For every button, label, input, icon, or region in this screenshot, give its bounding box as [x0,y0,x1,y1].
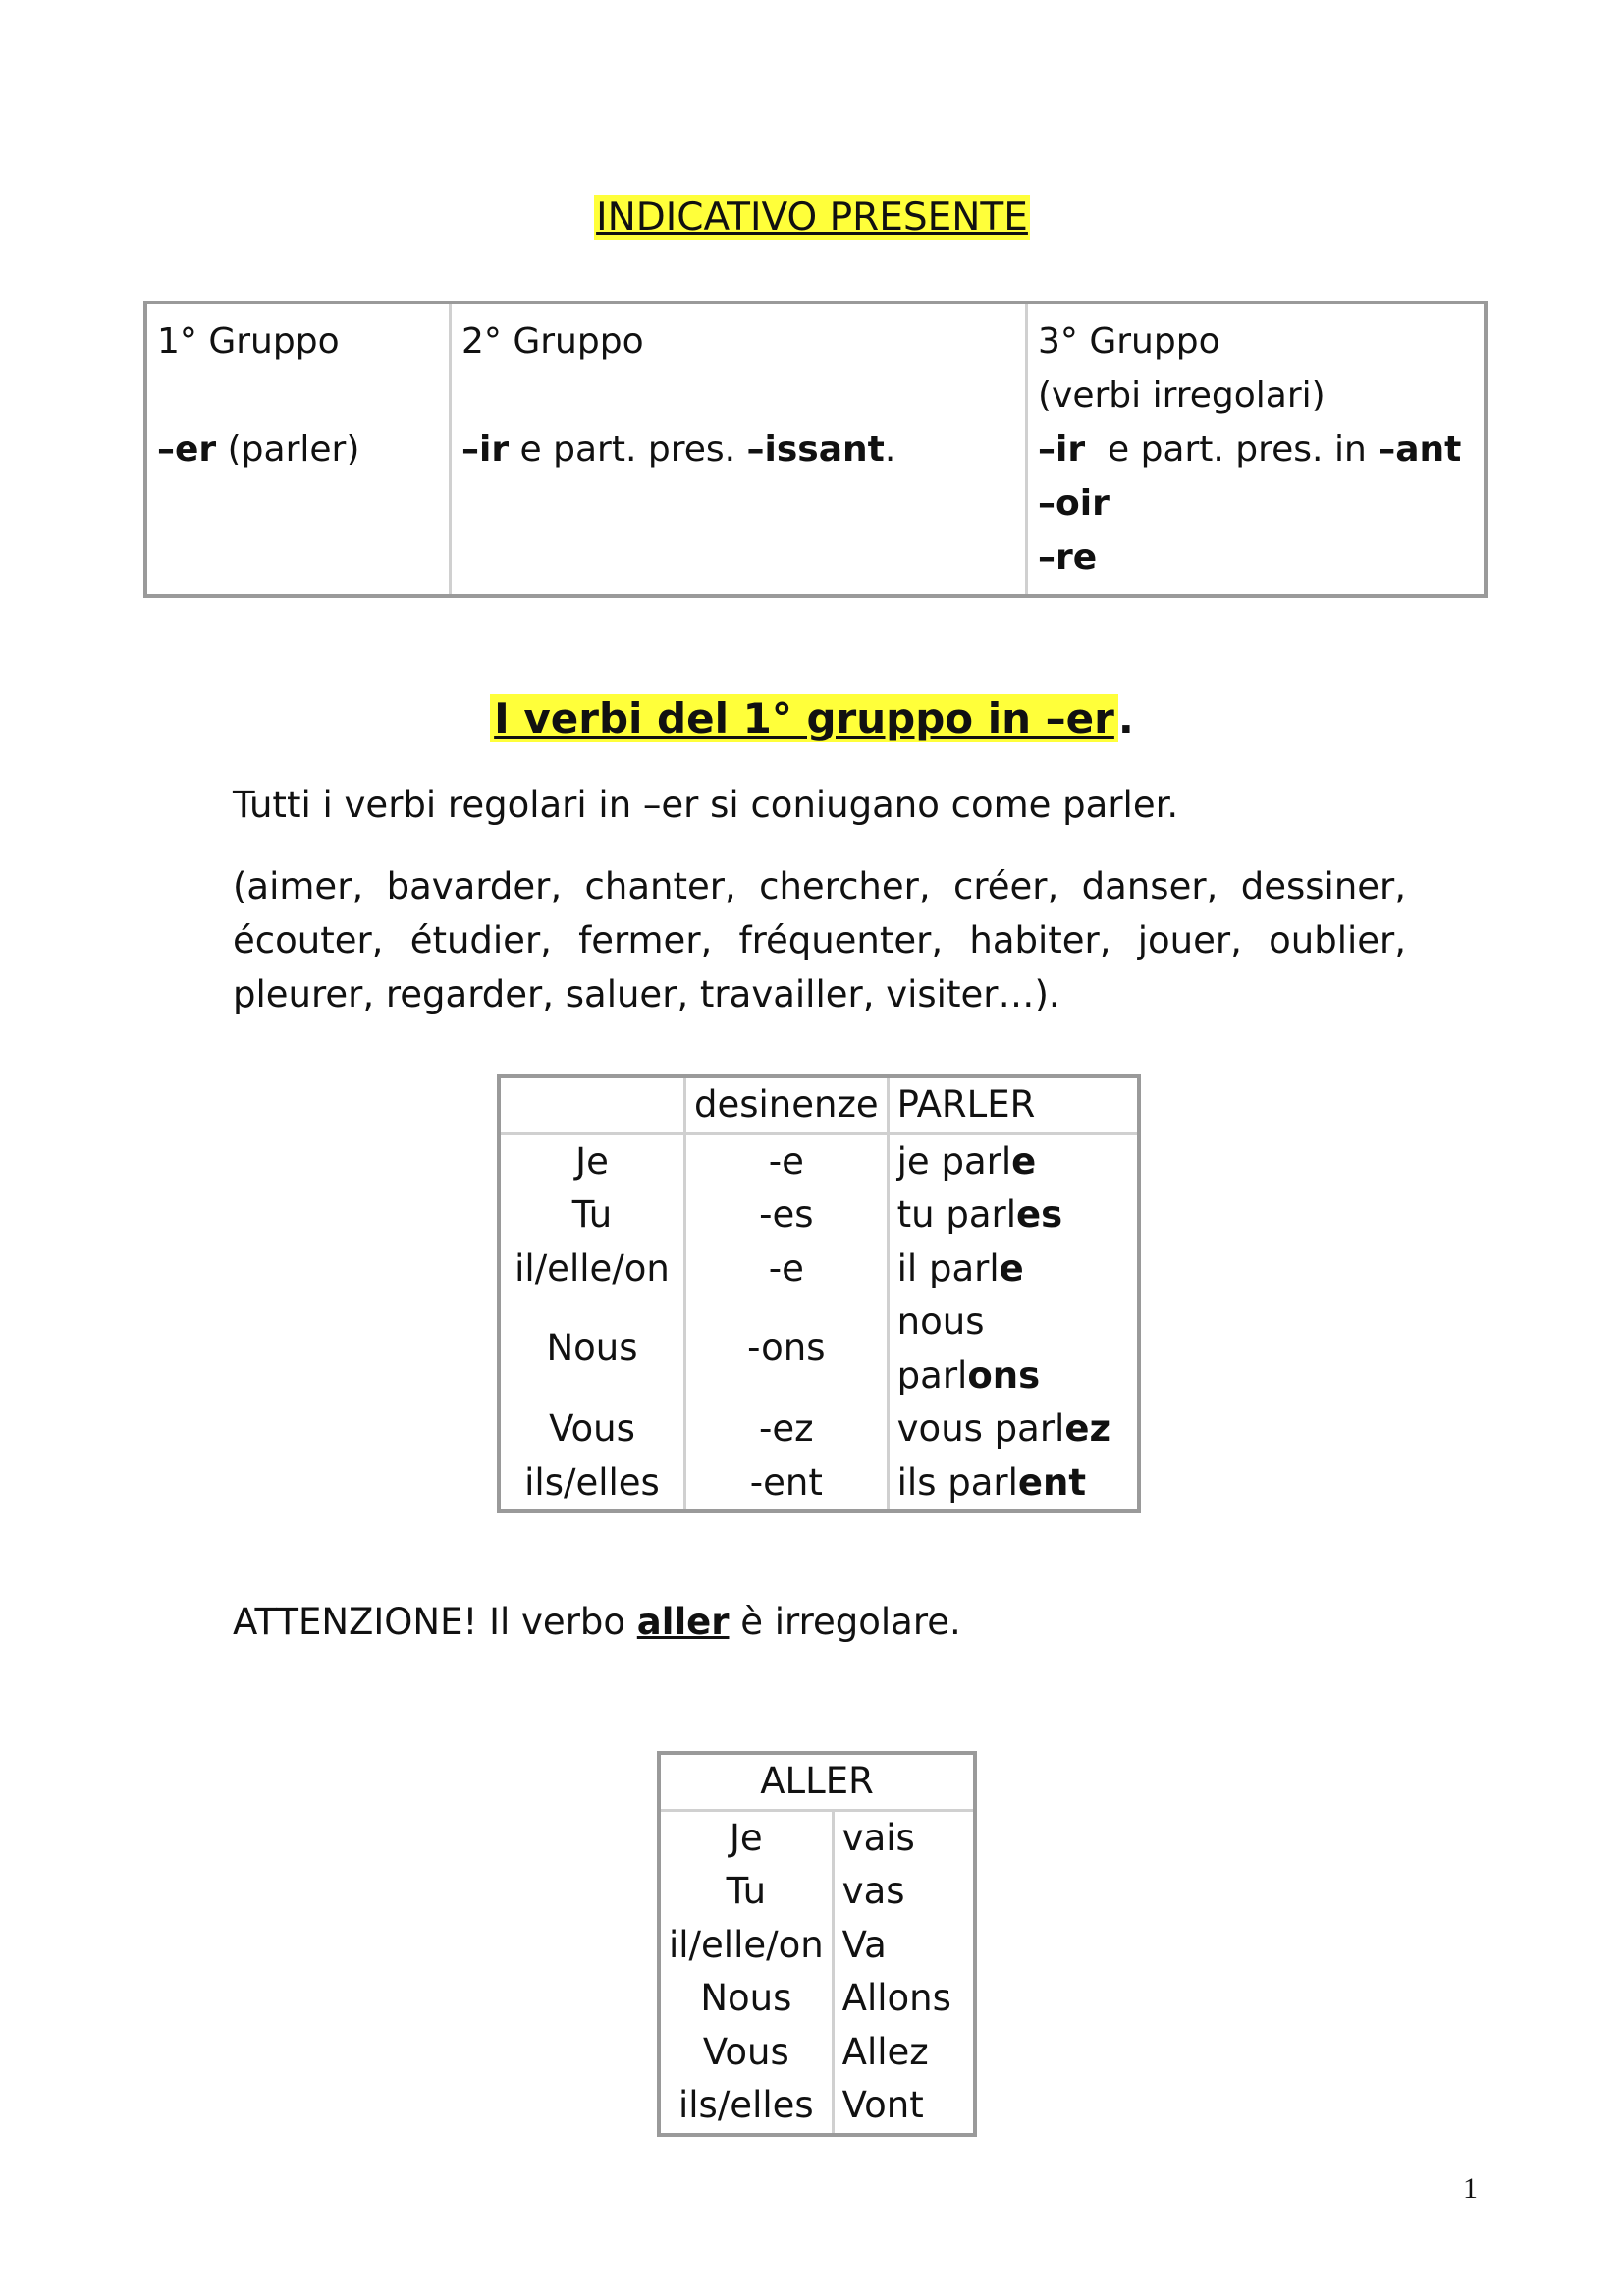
pronoun-cell: Vous [702,2030,789,2073]
parler-row [499,1295,1139,1402]
conjugated-form-cell [888,1456,1139,1512]
aller-row [659,1972,975,2026]
ending-cell: -ez [685,1402,889,1456]
pronoun-cell: Tu [726,1870,767,1912]
conjugated-form-cell [888,1295,1139,1402]
section-title [0,689,1624,748]
group-ending: –ant [1378,429,1462,469]
group-text: (verbi irregolari) [1038,375,1326,415]
group-3-cell [1027,302,1487,596]
parler-header-pronoun [499,1076,685,1133]
page-title-text: INDICATIVO PRESENTE [596,195,1028,240]
group-text: (parler) [216,429,360,469]
verb-stem: je parl [896,1139,1012,1182]
verb-stem: nous parl [896,1300,985,1396]
parler-body [499,1133,1139,1511]
aller-header: ALLER [659,1753,975,1810]
verb-ending: ent [1017,1460,1087,1503]
group-ending: –er [157,429,217,469]
verb-ending: ez [1064,1407,1110,1449]
ending-cell: -e [685,1133,889,1188]
pronoun-cell: il/elle/on [669,1923,824,1966]
groups-row [145,302,1486,596]
group-ending: –re [1038,537,1098,577]
aller-row [659,1810,975,1865]
conjugated-form-cell [888,1402,1139,1456]
verb-ending: es [1016,1193,1063,1235]
parler-table [497,1074,1141,1513]
ending-cell: -e [685,1242,889,1296]
conjugated-form-cell [888,1188,1139,1242]
group-ending: –issant [746,429,885,469]
group-line [157,368,439,422]
ending-cell: -ons [685,1295,889,1402]
group-text: e part. pres. [509,429,747,469]
verb-stem: vous parl [896,1407,1065,1449]
group-line [1038,368,1474,422]
attention-text: ATTENZIONE! Il verbo [233,1601,637,1643]
group-name: 3° Gruppo [1038,321,1220,361]
pronoun-cell: Nous [546,1327,638,1370]
attention-text-end: è irregolare. [729,1601,961,1643]
verb-stem: tu parl [896,1193,1017,1235]
group-2-cell [451,302,1027,596]
verb-stem: ils parl [896,1460,1018,1503]
pronoun-cell: Nous [700,1977,792,2019]
group-line [1038,476,1474,530]
group-line [1038,422,1474,476]
group-ending: –ir [1038,429,1086,469]
group-line [461,368,1015,422]
aller-form-cell: vais [833,1810,975,1865]
page-number: 1 [1463,2172,1478,2205]
aller-form-cell: Va [833,1919,975,1973]
parler-header-row [499,1076,1139,1133]
pronoun-cell: ils/elles [678,2084,814,2126]
group-text: e part. pres. in [1085,429,1379,469]
parler-row [499,1133,1139,1188]
groups-table [143,301,1488,598]
aller-form-cell: Allons [833,1972,975,2026]
aller-row [659,2026,975,2080]
section-title-period: . [1117,694,1134,742]
aller-form-cell: Vont [833,2079,975,2135]
group-name: 1° Gruppo [157,321,340,361]
conjugated-form-cell [888,1242,1139,1296]
verb-ending: e [1011,1139,1037,1182]
ending-cell: -es [685,1188,889,1242]
aller-body [659,1810,975,2135]
parler-row [499,1188,1139,1242]
parler-row [499,1402,1139,1456]
group-text: . [884,429,896,469]
parler-header-verb: PARLER [888,1076,1139,1133]
group-line [461,422,1015,476]
aller-row [659,1865,975,1919]
parler-header-endings: desinenze [685,1076,889,1133]
aller-header-row [659,1753,975,1810]
conjugated-form-cell [888,1133,1139,1188]
pronoun-cell: il/elle/on [514,1246,670,1289]
pronoun-cell: Je [575,1139,609,1182]
group-line [1038,530,1474,584]
group-line [157,422,439,476]
aller-form-cell: vas [833,1865,975,1919]
attention-verb: aller [636,1601,730,1643]
group-name: 2° Gruppo [461,321,644,361]
intro-paragraph: Tutti i verbi regolari in –er si coniugano come parler. [233,784,1179,826]
pronoun-cell: Tu [571,1193,613,1235]
aller-row [659,2079,975,2135]
verb-stem: il parl [896,1246,1000,1289]
pronoun-cell: ils/elles [524,1460,660,1503]
aller-table [657,1751,977,2137]
parler-row [499,1242,1139,1296]
attention-note [233,1595,961,1649]
group-ending: –ir [461,429,510,469]
page-title [0,194,1624,242]
group-ending: –oir [1038,483,1110,523]
verb-ending: ons [967,1353,1041,1396]
aller-form-cell: Allez [833,2026,975,2080]
section-title-text: I verbi del 1° gruppo in –er [490,694,1118,742]
verb-ending: e [999,1246,1024,1289]
pronoun-cell: Je [729,1816,763,1859]
ending-cell: -ent [685,1456,889,1512]
parler-row [499,1456,1139,1512]
group-1-cell [145,302,451,596]
pronoun-cell: Vous [549,1407,635,1449]
aller-row [659,1919,975,1973]
examples-paragraph: (aimer, bavarder, chanter, chercher, créer, danser, dessiner, écouter, étudier, fermer, fréquenter, habiter, jouer, oublier, pleurer, regarder, saluer, travailler, visiter…). [233,865,1406,1015]
